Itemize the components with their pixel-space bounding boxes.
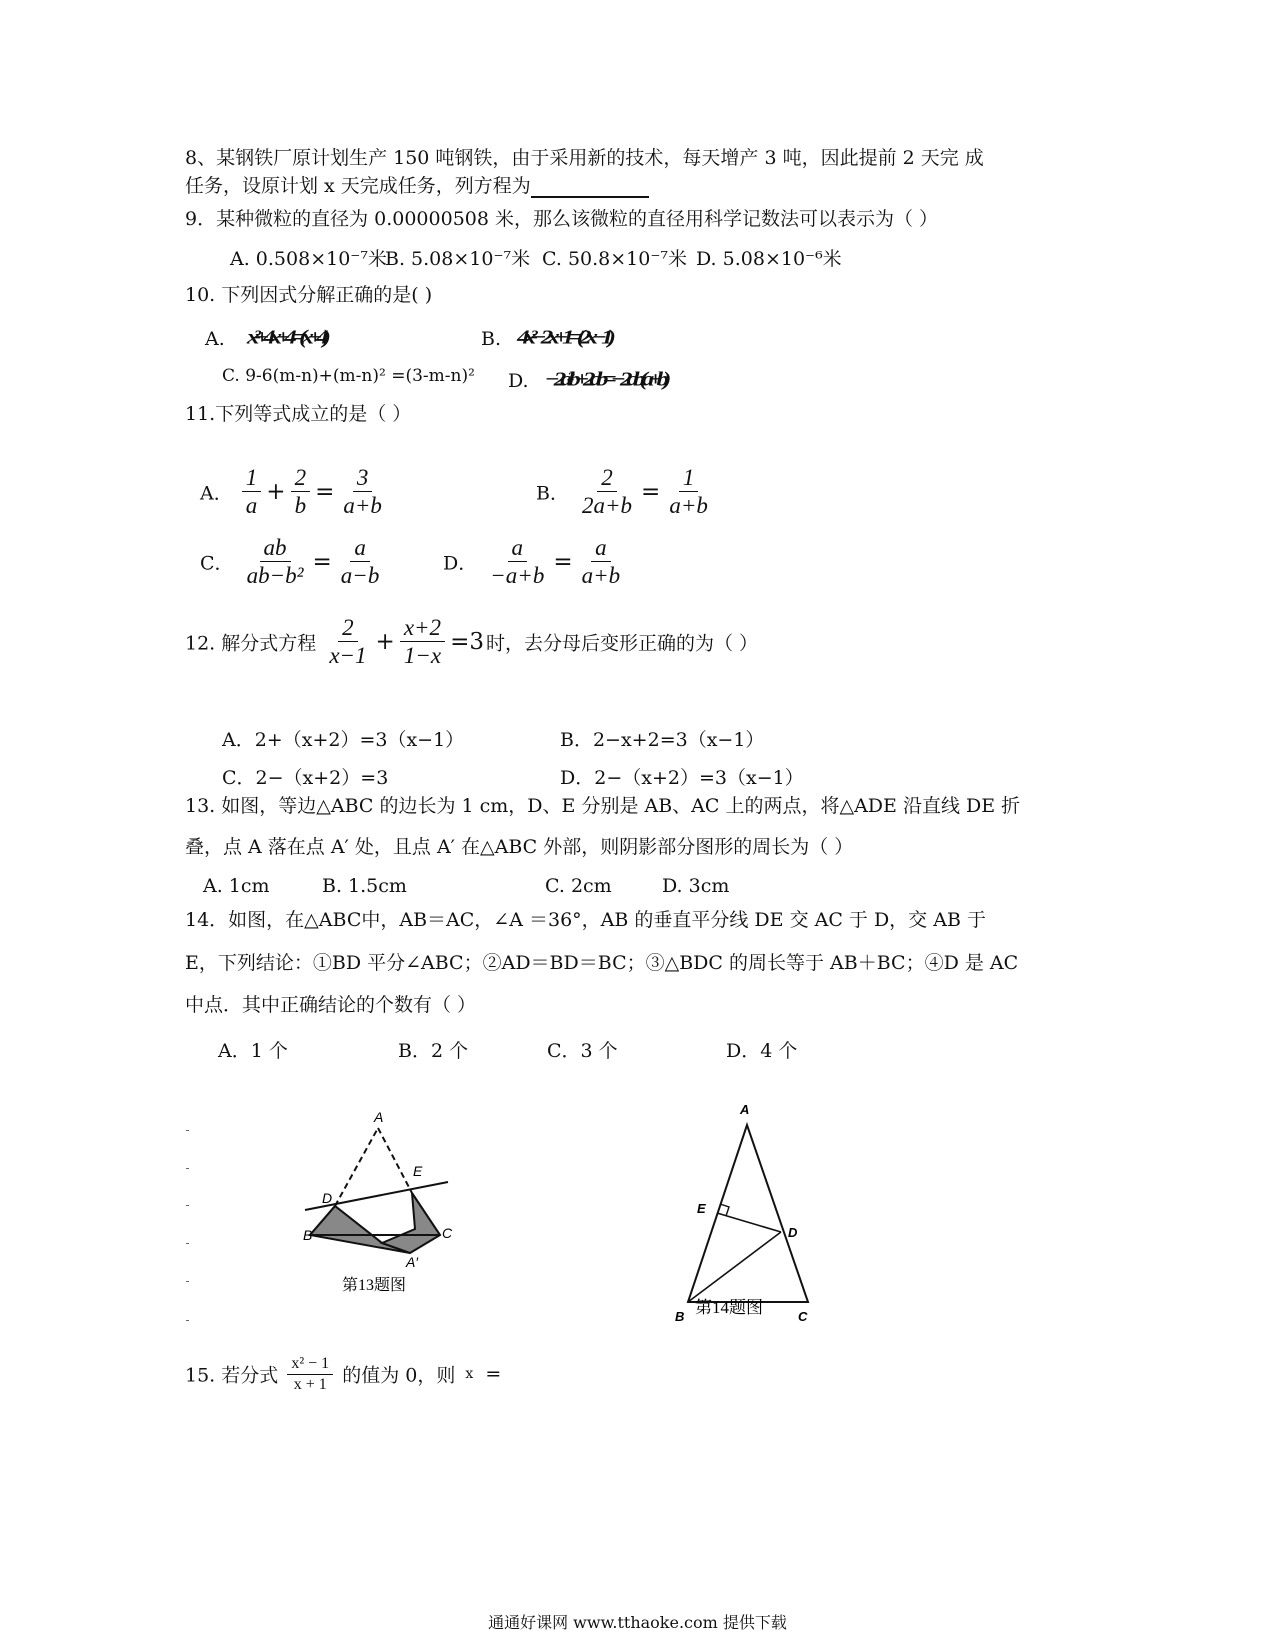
q14-option-a: A．1 个 [218, 1040, 288, 1062]
q11-d-frac1 [486, 535, 548, 589]
q13-option-b: B. 1.5cm [322, 875, 407, 897]
fig14-label-c: C [798, 1309, 808, 1324]
fig13-label-a: A [374, 1110, 384, 1125]
q11-b-frac1-den: 2a+b [582, 493, 633, 519]
q11-a-equals: = [315, 478, 335, 505]
q11-d-frac1-den: −a+b [490, 563, 545, 589]
q11-c-frac2-num: a [350, 535, 370, 562]
q9-option-c: C. 50.8×10⁻⁷米 [542, 248, 687, 270]
q11-a-frac3-num: 3 [353, 465, 373, 492]
q11-a-frac2-num: 2 [291, 465, 311, 492]
margin-dot [186, 1320, 189, 1321]
q15-prefix: 15. 若分式 [185, 1364, 279, 1387]
q11-d-equals: = [553, 548, 573, 575]
q11-a-frac1-num: 1 [242, 465, 262, 492]
q15-frac-den: x + 1 [293, 1375, 327, 1393]
fig13-label-c: C [442, 1225, 453, 1241]
q12-frac1-den: x−1 [329, 643, 367, 669]
q11-a-frac3 [339, 465, 386, 519]
fig14-segment-bd [688, 1232, 781, 1302]
q11-d-frac1-num: a [508, 535, 528, 562]
q15-variable: x [465, 1366, 474, 1383]
fig14-triangle-abc [688, 1125, 808, 1302]
q15-stem [185, 1355, 501, 1393]
q11-b-frac1-num: 2 [597, 465, 617, 492]
q14-line1: 14．如图，在△ABC中，AB＝AC，∠A ＝36°，AB 的垂直平分线 DE 交 AC 于 D，交 AB 于 [185, 909, 986, 931]
q11-b-frac1 [578, 465, 636, 519]
page-footer: 通通好课网 www.tthaoke.com 提供下载 [488, 1613, 787, 1632]
q11-c-frac2 [337, 535, 384, 589]
margin-dot [186, 1243, 189, 1244]
fig14-label-e: E [697, 1201, 706, 1216]
q12-option-b: B．2−x+2=3（x−1） [560, 729, 765, 751]
q14-line3: 中点．其中正确结论的个数有（ ） [185, 994, 477, 1016]
fig13-dashed-ae [378, 1128, 412, 1193]
q10-option-b-label: B. [481, 328, 502, 350]
q13-line1: 13. 如图，等边△ABC 的边长为 1 cm，D、E 分别是 AB、AC 上的两点，将△ADE 沿直线 DE 折 [185, 795, 1021, 817]
fig13-label-a-prime: A′ [406, 1254, 418, 1270]
q11-d-frac2-num: a [591, 535, 611, 562]
margin-dot [186, 1281, 189, 1282]
q14-line2: E，下列结论：①BD 平分∠ABC；②AD＝BD＝BC；③△BDC 的周长等于 AB＋BC；④D 是 AC [185, 952, 1019, 974]
figure-13 [300, 1110, 480, 1310]
q11-a-frac3-den: a+b [343, 493, 382, 519]
q8-line1: 8、某钢铁厂原计划生产 150 吨钢铁，由于采用新的技术，每天增产 3 吨，因此提前 2 天完 成 [185, 147, 984, 169]
q11-a-frac1 [242, 465, 262, 519]
q14-option-c: C．3 个 [547, 1040, 618, 1062]
q11-a-frac1-den: a [245, 493, 258, 519]
q12-plus: + [375, 628, 395, 655]
fig14-label-d: D [788, 1225, 798, 1240]
q13-option-d: D. 3cm [662, 875, 730, 897]
q11-c-frac1-num: ab [260, 535, 291, 562]
q10-option-a-label: A. [205, 328, 225, 350]
q12-option-c: C．2−（x+2）=3 [222, 767, 389, 789]
fig14-caption: 第14题图 [695, 1298, 763, 1317]
q11-option-d [443, 535, 627, 589]
q11-option-b [536, 465, 715, 519]
q12-frac2-den: 1−x [403, 643, 442, 669]
q13-line2: 叠，点 A 落在点 A′ 处，且点 A′ 在△ABC 外部，则阴影部分图形的周长为（ ） [185, 836, 854, 858]
q14-option-b: B．2 个 [398, 1040, 469, 1062]
q10-option-c: C. 9-6(m-n)+(m-n)² =(3-m-n)² [222, 366, 475, 386]
fig13-label-e: E [413, 1163, 423, 1179]
q9-option-b: B. 5.08×10⁻⁷米 [385, 248, 531, 270]
q10-option-b-expr: 4x²−2x+1=(2x−1) [517, 326, 610, 349]
q12-option-d: D．2−（x+2）=3（x−1） [560, 767, 804, 789]
fig13-label-b: B [303, 1227, 313, 1243]
q11-option-c-label: C． [200, 552, 234, 575]
q11-a-frac2-den: b [294, 493, 307, 519]
q12-suffix: 时，去分母后变形正确的为（ ） [485, 632, 759, 655]
q11-option-b-label: B． [536, 482, 569, 505]
q11-option-d-label: D． [443, 552, 478, 575]
q11-option-c [200, 535, 386, 589]
margin-dot [186, 1168, 189, 1169]
q10-option-b [481, 324, 610, 352]
q12-frac2 [400, 615, 445, 669]
q11-c-frac2-den: a−b [340, 563, 380, 589]
q10-option-a [205, 324, 325, 352]
fig14-label-b: B [675, 1309, 685, 1324]
margin-dot [186, 1130, 189, 1131]
q12-option-a: A．2+（x+2）=3（x−1） [222, 729, 465, 751]
q12-prefix: 12. 解分式方程 [185, 632, 317, 655]
q11-c-equals: = [312, 548, 332, 575]
q10-option-d [508, 366, 665, 394]
q12-frac1-num: 2 [338, 615, 358, 642]
q13-option-a: A. 1cm [203, 875, 270, 897]
q8-answer-blank [531, 178, 649, 198]
fig13-dashed-ad [335, 1128, 378, 1206]
q15-frac [287, 1355, 333, 1393]
q11-b-equals: = [641, 478, 661, 505]
q12-frac1 [325, 615, 370, 669]
q11-d-frac2-den: a+b [581, 563, 621, 589]
q10-option-a-expr: x²+4x+4=(x+4) [246, 326, 325, 349]
q9-option-d: D. 5.08×10⁻⁶米 [696, 248, 842, 270]
q12-stem [185, 615, 758, 669]
q15-suffix: 的值为 0，则 [342, 1364, 456, 1387]
q9-stem: 9．某种微粒的直径为 0.00000508 米，那么该微粒的直径用科学记数法可以表示为（ ） [185, 208, 939, 230]
q11-option-a-label: A． [200, 482, 233, 505]
q14-option-d: D．4 个 [726, 1040, 798, 1062]
q11-c-frac1-den: ab−b² [246, 563, 304, 589]
q13-option-c: C. 2cm [545, 875, 612, 897]
q10-stem: 10. 下列因式分解正确的是( ) [185, 284, 433, 306]
q15-frac-num: x² − 1 [287, 1355, 333, 1375]
q10-option-d-label: D. [508, 370, 529, 392]
fig13-caption: 第13题图 [342, 1277, 407, 1294]
q8-line2-text: 任务，设原计划 x 天完成任务，列方程为 [185, 175, 531, 197]
q11-option-a [200, 465, 389, 519]
q11-a-frac2 [291, 465, 311, 519]
q11-b-frac2 [665, 465, 712, 519]
figure-14 [670, 1100, 830, 1330]
fig14-label-a: A [740, 1102, 750, 1117]
margin-dot [186, 1205, 189, 1206]
fig13-label-d: D [322, 1190, 333, 1206]
q12-equals: =3 [450, 628, 484, 655]
q8-line2 [185, 175, 649, 198]
q11-b-frac2-den: a+b [669, 493, 708, 519]
q9-option-a: A. 0.508×10⁻⁷米 [230, 248, 387, 270]
q12-frac2-num: x+2 [400, 615, 445, 642]
q11-a-plus: + [266, 478, 286, 505]
q11-d-frac2 [578, 535, 625, 589]
q10-option-d-expr: −2a²b+2ab=−2ab(a+b) [544, 368, 666, 391]
q15-equals: = [485, 1363, 502, 1386]
q11-b-frac2-num: 1 [679, 465, 699, 492]
q11-c-frac1 [243, 535, 308, 589]
q11-stem: 11.下列等式成立的是（ ） [185, 403, 412, 425]
